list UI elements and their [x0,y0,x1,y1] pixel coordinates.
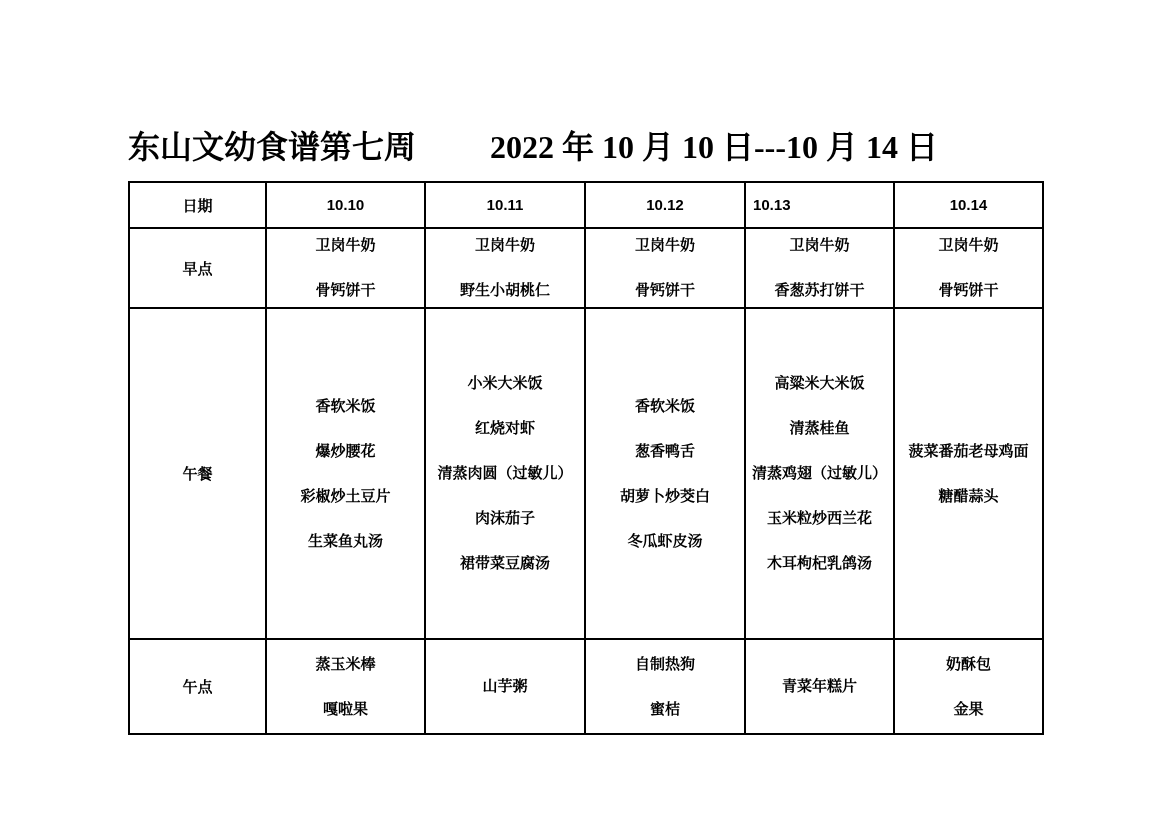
dish-item: 生菜鱼丸汤 [307,532,383,550]
menu-cell-stack [746,229,893,307]
row-label-afternoon-snack: 午点 [129,639,266,734]
header-cell-date: 10.14 [894,182,1043,228]
menu-cell [585,639,745,734]
menu-cell-stack [267,648,424,726]
title-date-range: 2022 年 10 月 10 日---10 月 14 日 [490,129,938,165]
menu-cell [425,308,585,639]
header-cell-date: 10.10 [266,182,425,228]
menu-cell-stack [895,648,1042,726]
dish-item: 清蒸桂鱼 [789,420,850,437]
menu-cell [745,228,894,308]
dish-item: 肉沫茄子 [474,510,535,527]
dish-item: 卫岗牛奶 [315,237,376,254]
dish-item: 骨钙饼干 [315,282,376,299]
weekly-menu-table [128,181,1044,735]
dish-item: 裙带菜豆腐汤 [459,555,550,572]
header-cell-date: 10.11 [425,182,585,228]
menu-row-afternoon-snack [129,639,1043,734]
menu-cell-stack [426,229,584,307]
menu-cell [894,308,1043,639]
dish-item: 自制热狗 [634,655,695,673]
header-row [129,182,1043,228]
menu-cell [425,639,585,734]
menu-cell [585,228,745,308]
menu-cell [894,228,1043,308]
menu-cell [585,308,745,639]
menu-cell [894,639,1043,734]
menu-cell-stack [746,670,893,703]
header-cell-date: 10.12 [585,182,745,228]
dish-item: 蒸玉米棒 [315,655,376,673]
row-label-lunch: 午餐 [129,308,266,639]
dish-item: 卫岗牛奶 [938,237,999,254]
menu-cell [745,308,894,639]
dish-item: 奶酥包 [945,655,991,673]
dish-item: 野生小胡桃仁 [459,282,550,299]
dish-item: 葱香鸭舌 [634,442,695,460]
menu-cell-stack [586,648,744,726]
menu-cell-stack [586,229,744,307]
dish-item: 玉米粒炒西兰花 [766,510,872,527]
dish-item: 糖醋蒜头 [938,487,999,505]
dish-item: 清蒸肉圆（过敏儿） [437,465,573,482]
menu-cell-stack [267,229,424,307]
dish-item: 卫岗牛奶 [789,237,850,254]
dish-item: 小米大米饭 [467,375,543,392]
dish-item: 冬瓜虾皮汤 [627,532,703,550]
dish-item: 香软米饭 [634,397,695,415]
dish-item: 山芋粥 [482,678,528,695]
dish-item: 清蒸鸡翅（过敏儿） [751,465,887,482]
dish-item: 高粱米大米饭 [774,375,865,392]
menu-row-breakfast [129,228,1043,308]
dish-item: 香软米饭 [315,397,376,415]
dish-item: 彩椒炒土豆片 [300,487,391,505]
dish-item: 红烧对虾 [474,420,535,437]
menu-cell-stack [426,670,584,703]
menu-cell [425,228,585,308]
dish-item: 爆炒腰花 [315,442,376,460]
dish-item: 胡萝卜炒茭白 [619,487,710,505]
menu-cell-stack [426,367,584,580]
header-cell-date: 10.13 [745,182,894,228]
menu-cell [266,308,425,639]
menu-cell-stack [895,435,1042,513]
dish-item: 骨钙饼干 [938,282,999,299]
menu-cell-stack [746,367,893,580]
menu-cell-stack [586,390,744,558]
dish-item: 青菜年糕片 [781,678,857,695]
document-title [128,129,938,166]
dish-item: 骨钙饼干 [634,282,695,299]
menu-cell-stack [895,229,1042,307]
dish-item: 卫岗牛奶 [634,237,695,254]
dish-item: 嘎啦果 [322,700,368,718]
dish-item: 菠菜番茄老母鸡面 [908,442,1029,460]
menu-cell-stack [267,390,424,558]
menu-cell [266,228,425,308]
dish-item: 卫岗牛奶 [474,237,535,254]
menu-cell [745,639,894,734]
menu-cell [266,639,425,734]
title-school-week: 东山文幼食谱第七周 [128,129,417,165]
menu-row-lunch [129,308,1043,639]
header-cell-date-label: 日期 [129,182,266,228]
dish-item: 木耳枸杞乳鸽汤 [766,555,872,572]
dish-item: 蜜桔 [649,700,680,718]
dish-item: 金果 [953,700,984,718]
dish-item: 香葱苏打饼干 [774,282,865,299]
row-label-breakfast: 早点 [129,228,266,308]
